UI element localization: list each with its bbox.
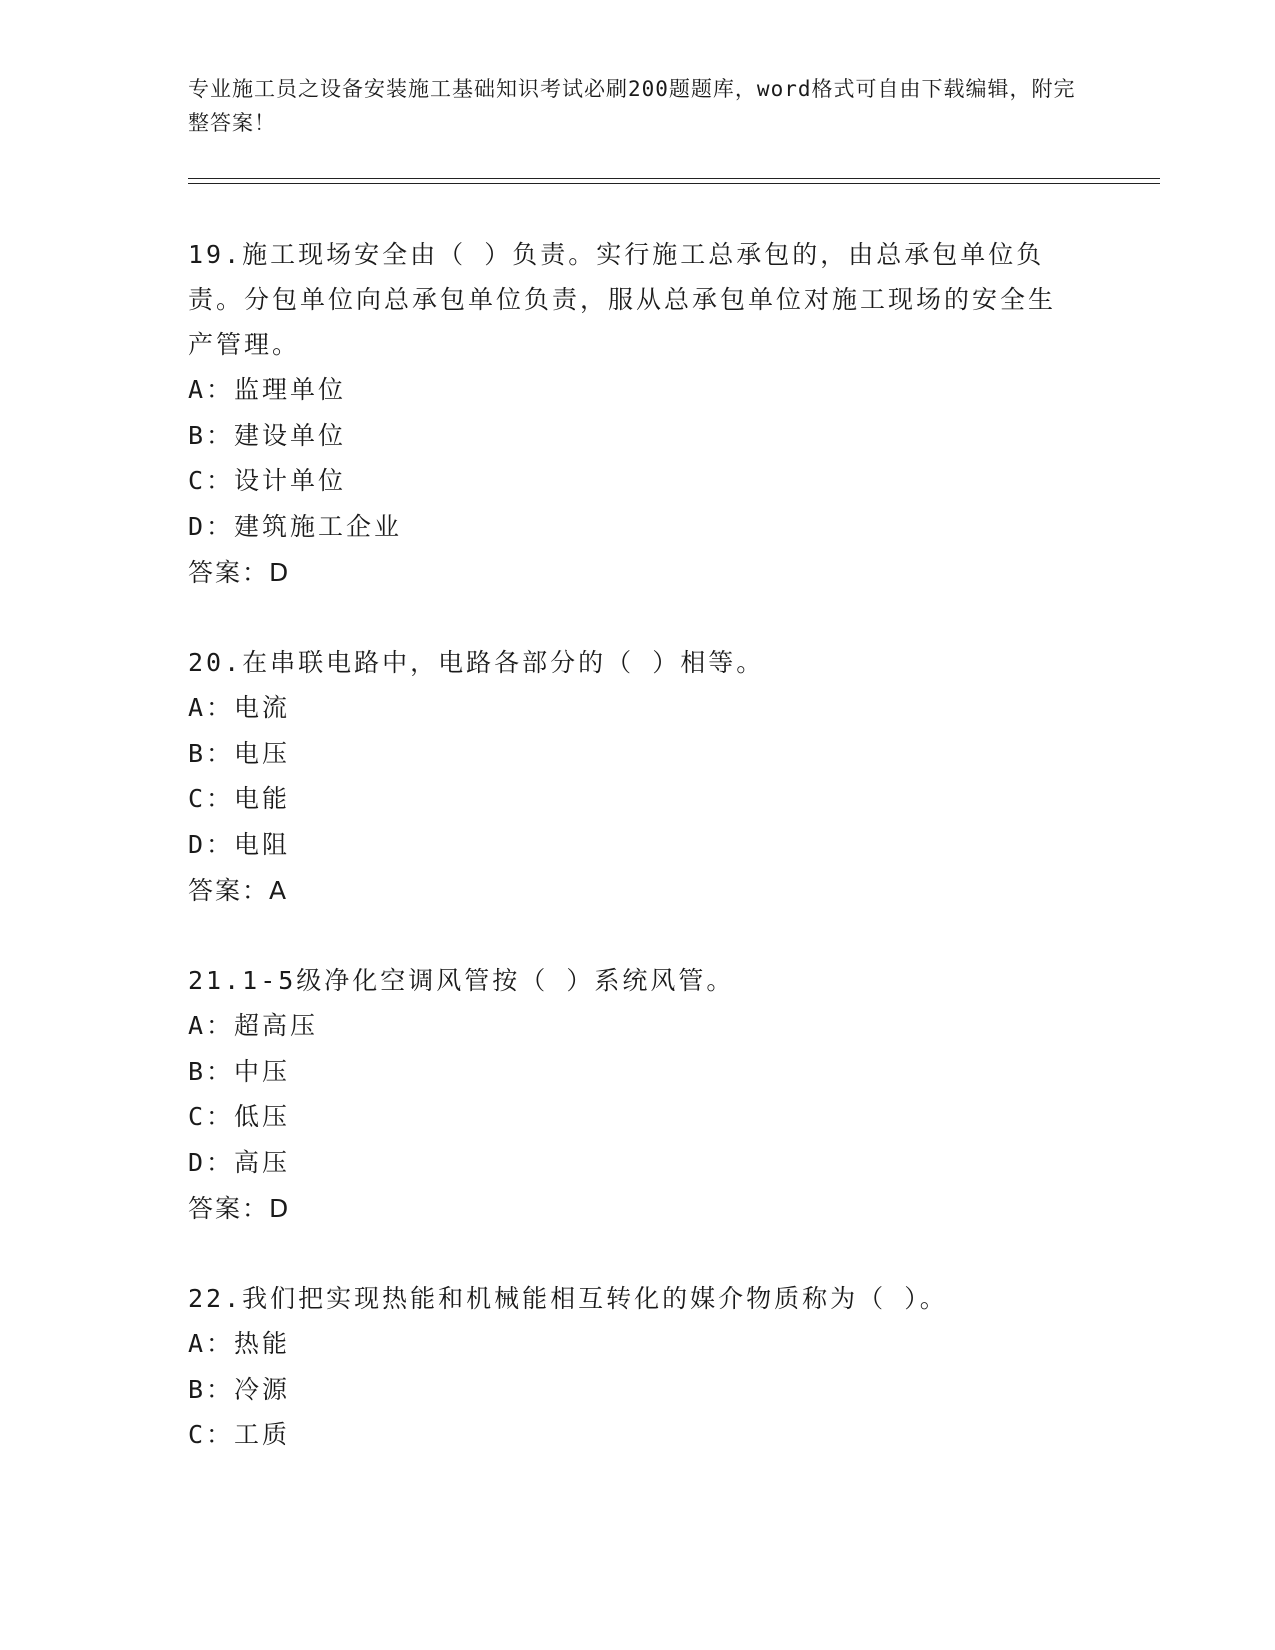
header-divider-top	[188, 178, 1160, 179]
option-c: C：设计单位	[188, 466, 347, 495]
question-text: 在串联电路中，电路各部分的（ ）相等。	[242, 648, 765, 677]
answer: 答案：A	[188, 876, 289, 905]
option-d: D：电阻	[188, 829, 291, 859]
option-b: B：电压	[188, 738, 291, 768]
option-a: A：超高压	[188, 1011, 319, 1040]
option-b: B：冷源	[188, 1374, 291, 1404]
option-b: B：建设单位	[188, 420, 347, 450]
question-stem	[188, 232, 1068, 367]
question-number: 21.	[188, 966, 243, 995]
question-19	[188, 232, 1068, 596]
option-c: C：电能	[188, 784, 291, 813]
question-text: 我们把实现热能和机械能相互转化的媒介物质称为（ ）。	[242, 1284, 948, 1313]
option-a: A：热能	[188, 1329, 291, 1358]
answer: 答案：D	[188, 558, 291, 587]
question-stem	[188, 958, 1068, 1003]
option-a: A：监理单位	[188, 375, 347, 404]
question-stem	[188, 640, 1068, 685]
question-20	[188, 640, 1068, 914]
question-text: 1-5级净化空调风管按（ ）系统风管。	[242, 966, 735, 995]
option-d: D：建筑施工企业	[188, 511, 403, 541]
option-b: B：中压	[188, 1056, 291, 1086]
question-list	[188, 232, 1068, 1502]
question-stem	[188, 1276, 1068, 1321]
document-header	[188, 72, 1088, 140]
question-number: 22.	[188, 1284, 243, 1313]
option-a: A：电流	[188, 693, 291, 722]
document-title: 专业施工员之设备安装施工基础知识考试必刷200题题库，word格式可自由下载编辑，附完整答案！	[188, 77, 1076, 135]
option-c: C：工质	[188, 1420, 291, 1449]
answer: 答案：D	[188, 1194, 291, 1223]
question-number: 19.	[188, 240, 243, 269]
question-22	[188, 1276, 1068, 1458]
question-21	[188, 958, 1068, 1232]
option-d: D：高压	[188, 1147, 291, 1177]
question-text: 施工现场安全由（ ）负责。实行施工总承包的，由总承包单位负责。分包单位向总承包单位负责，服从总承包单位对施工现场的安全生产管理。	[188, 240, 1057, 359]
question-number: 20.	[188, 648, 243, 677]
header-divider-bottom	[188, 183, 1160, 184]
option-c: C：低压	[188, 1102, 291, 1131]
